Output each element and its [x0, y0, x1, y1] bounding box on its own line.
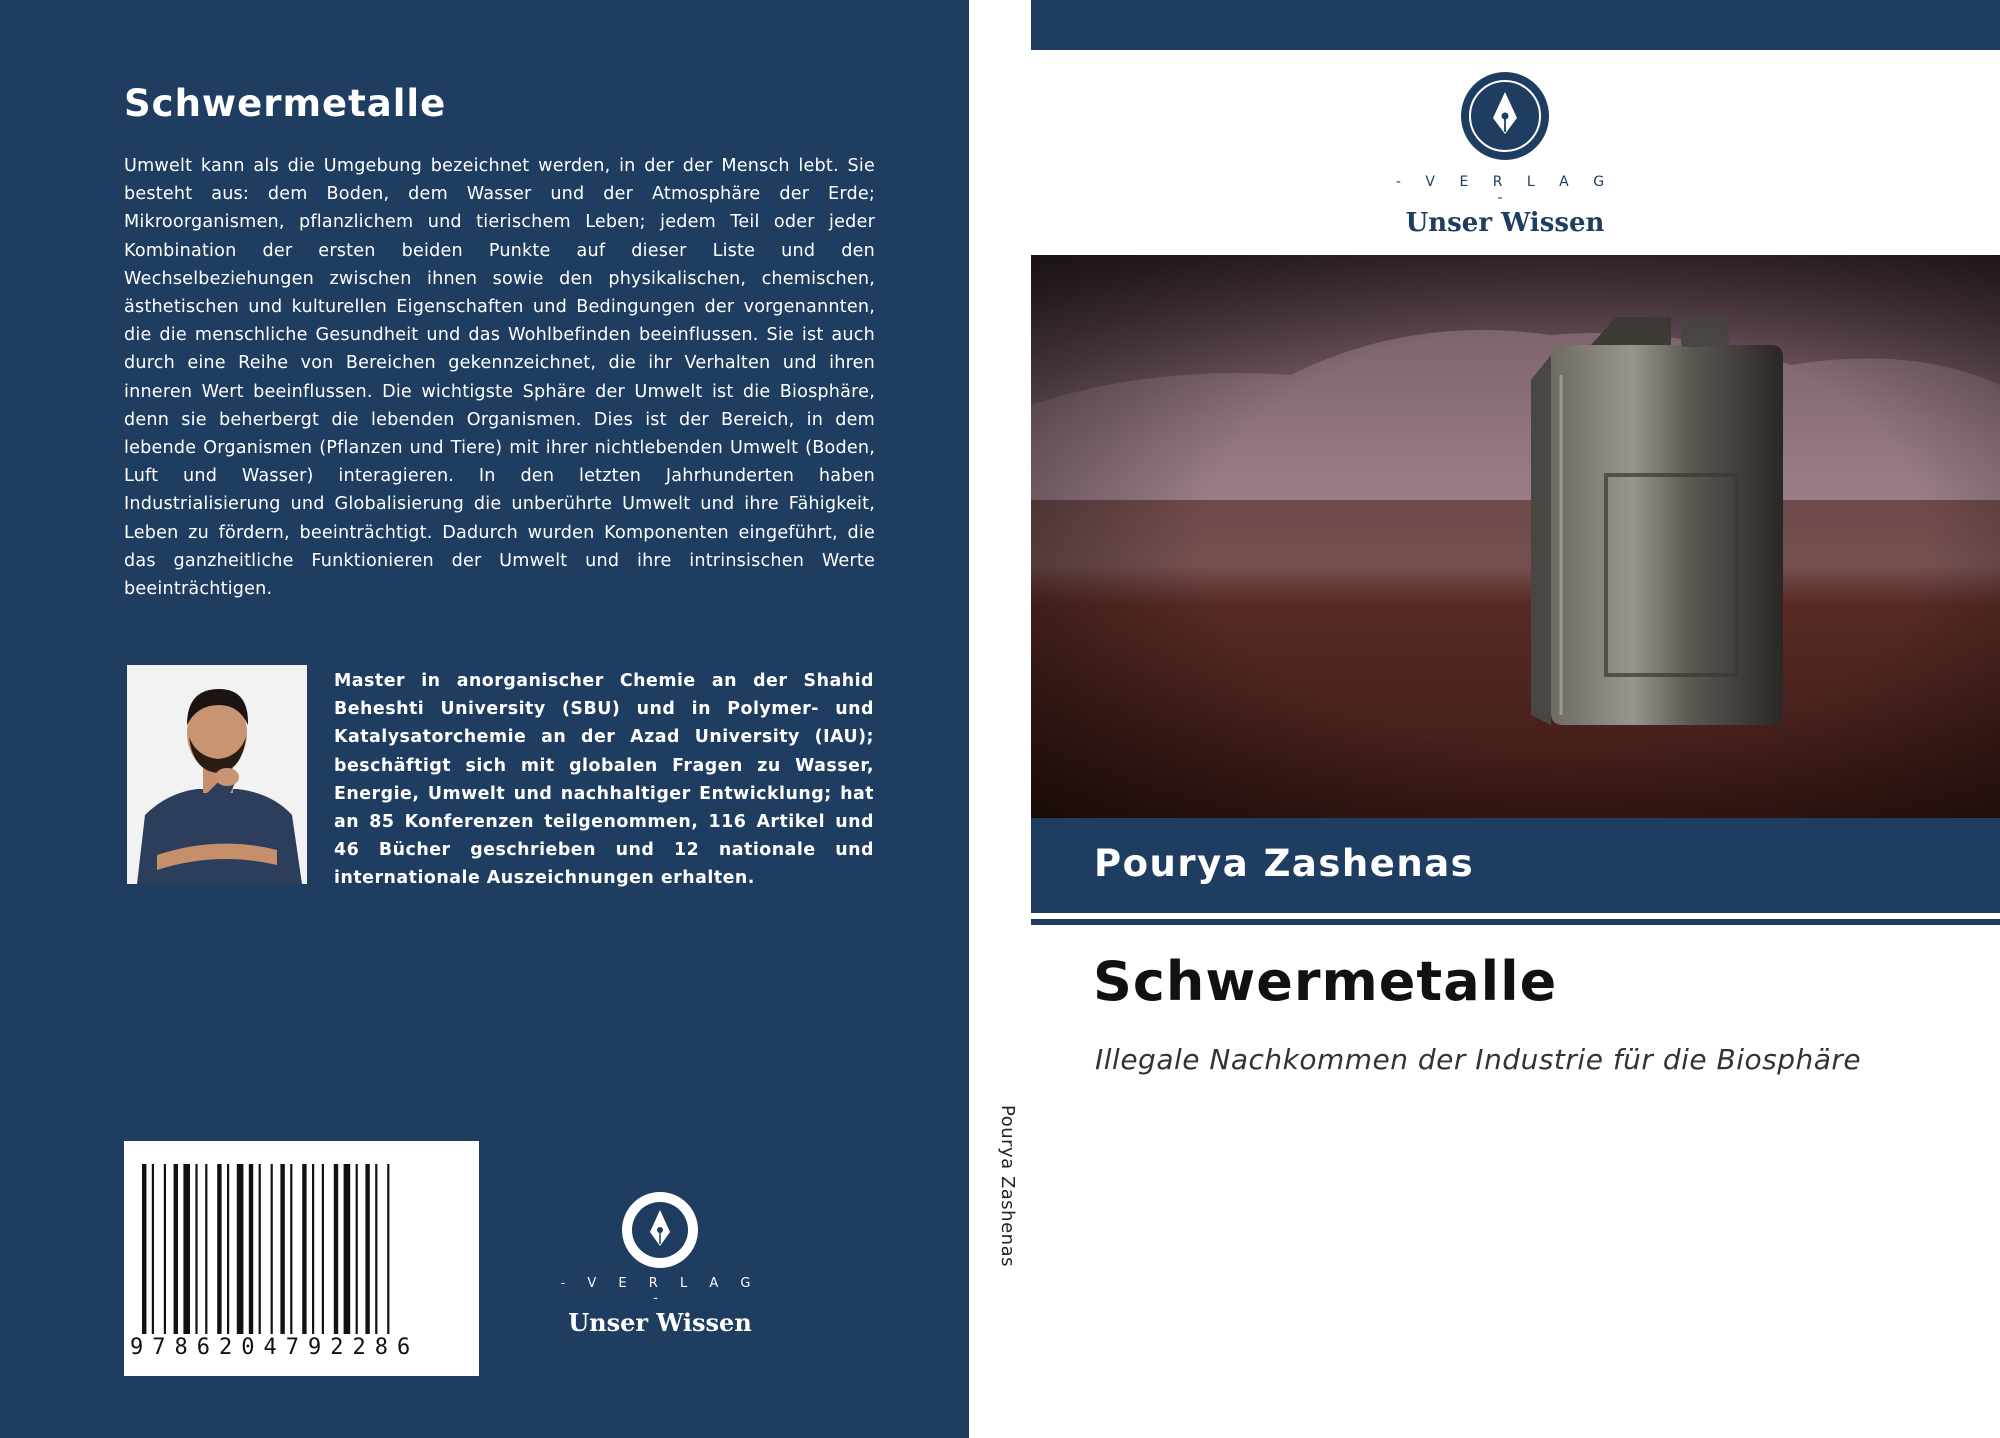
- front-publisher-logo: [1395, 70, 1615, 238]
- front-title: Schwermetalle: [1093, 950, 1558, 1013]
- divider-line: [1031, 919, 2000, 925]
- cover-photo: [1031, 255, 2000, 818]
- author-photo: [127, 665, 307, 884]
- front-subtitle: Illegale Nachkommen der Industrie für die Biosphäre: [1095, 1043, 1862, 1076]
- back-logo-name: Unser Wissen: [568, 1308, 752, 1337]
- back-publisher-logo: [560, 1190, 760, 1337]
- back-cover-blurb: Umwelt kann als die Umgebung bezeichnet werden, in der der Mensch lebt. Sie besteht aus: dem Boden, dem Wasser und der Atmosphäre der Erde; Mikroorganismen, pflanzlichem und tierischem Leben; jedem Teil oder jeder Kombination der ersten beiden Punkte auf dieser Liste und den Wechselbeziehungen zwischen ihnen sowie den physikalischen, chemischen, ästhetischen und kulturellen Eigenschaften und Bedingungen der vorgenannten, die die menschliche Gesundheit und das Wohlbefinden beeinflussen. Sie ist auch durch eine Reihe von Bereichen gekennzeichnet, die ihr Verhalten und ihren inneren Wert beeinflussen. Die wichtigste Sphäre der Umwelt ist die Biosphäre, denn sie beherbergt die lebenden Organismen. Dies ist der Bereich, in dem lebende Organismen (Pflanzen und Tiere) mit ihrer nichtlebenden Umwelt (Boden, Luft und Wasser) interagieren. In den letzten Jahrhunderten haben Industrialisierung und Globalisierung die unberührte Umwelt und ihre Fähigkeit, Leben zu fördern, beeinträchtigt. Dadurch wurden Komponenten eingeführt, die das ganzheitliche Funktionieren der Umwelt und ihre intrinsischen Werte beeinträchtigen.: [124, 156, 875, 600]
- barcode: [142, 1164, 462, 1364]
- back-logo-verlag: - V E R L A G -: [560, 1276, 760, 1306]
- isbn-digits: 9786204792286: [130, 1335, 420, 1360]
- author-bio: Master in anorganischer Chemie an der Shahid Beheshti University (SBU) und in Polymer- und Katalysatorchemie an der Azad University (IAU); beschäftigt sich mit globalen Fragen zu Wasser, Energie, Umwelt und nachhaltiger Entwicklung; hat an 85 Konferenzen teilgenommen, 116 Artikel und 46 Bücher geschrieben und 12 nationale und internationale Auszeichnungen erhalten.: [334, 671, 874, 889]
- spine-author: Pourya Zashenas: [997, 1105, 1018, 1267]
- author-band: [1031, 818, 2000, 913]
- front-author-name: Pourya Zashenas: [1094, 842, 1475, 885]
- pen-nib-seal-icon: [1459, 70, 1551, 162]
- author-portrait: [127, 665, 307, 884]
- front-top-bar: [1031, 0, 2000, 50]
- front-logo-name: Unser Wissen: [1405, 208, 1605, 238]
- jerrycan-photo: [1031, 255, 2000, 818]
- back-cover-title: Schwermetalle: [124, 82, 447, 125]
- pen-nib-seal-icon: [620, 1190, 700, 1270]
- back-cover: [0, 0, 969, 1438]
- front-logo-verlag: - V E R L A G -: [1395, 174, 1615, 206]
